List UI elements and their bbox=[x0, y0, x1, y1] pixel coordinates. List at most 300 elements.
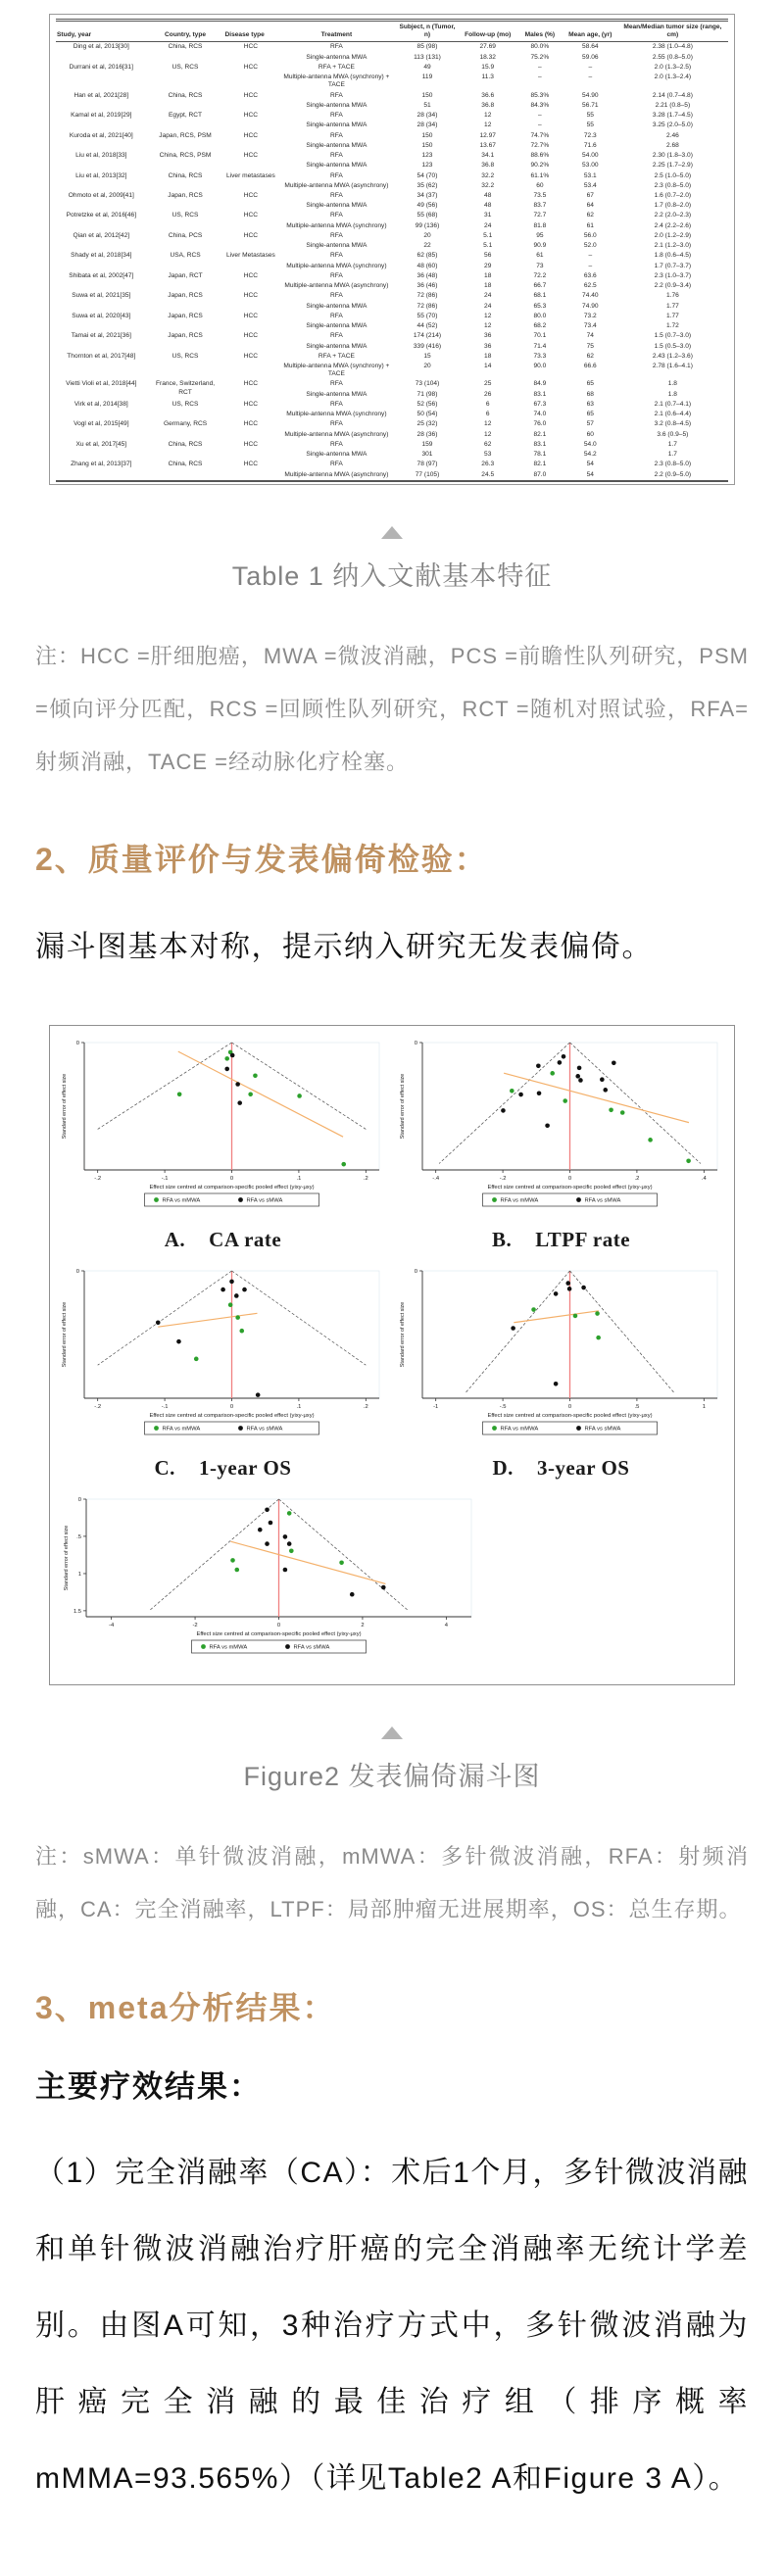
table-cell: Tamai et al, 2021[36] bbox=[71, 332, 131, 340]
table-cell: 56 bbox=[484, 252, 492, 260]
data-point bbox=[289, 1549, 294, 1554]
funnel-plot-svg bbox=[396, 1034, 727, 1226]
x-tick-label: .5 bbox=[633, 1404, 639, 1411]
funnel-plot-svg bbox=[396, 1262, 727, 1454]
data-point bbox=[518, 1093, 523, 1097]
table-cell: 2.3 (0.8–5.0) bbox=[654, 461, 692, 468]
legend-marker-smwa bbox=[238, 1198, 243, 1203]
table-cell: 2.43 (1.2–3.6) bbox=[652, 352, 693, 360]
data-point bbox=[265, 1508, 270, 1513]
table-cell: RFA bbox=[329, 271, 343, 279]
table-cell: Ding et al, 2013[30] bbox=[73, 43, 129, 51]
table-cell: 95 bbox=[536, 231, 544, 239]
table-cell: Single-antenna MWA bbox=[306, 53, 368, 61]
table-cell: RFA bbox=[329, 131, 343, 139]
table-cell: 2.14 (0.7–4.8) bbox=[652, 91, 693, 99]
data-point bbox=[287, 1512, 292, 1517]
x-tick-label: .2 bbox=[363, 1404, 368, 1411]
data-point bbox=[176, 1093, 181, 1097]
table-cell: 2.1 (0.6–4.4) bbox=[654, 411, 692, 418]
table-cell: Liver Metastases bbox=[226, 252, 275, 260]
data-point bbox=[237, 1101, 242, 1106]
x-tick-label: -.5 bbox=[499, 1404, 506, 1411]
collapse-triangle-icon bbox=[381, 1726, 403, 1739]
data-point bbox=[561, 1054, 565, 1059]
col-header-treatment: Treatment bbox=[277, 21, 395, 42]
table-cell: Multiple-antenna MWA (synchrony) bbox=[286, 221, 387, 229]
data-point bbox=[229, 1053, 234, 1058]
table-cell: 73.5 bbox=[533, 191, 547, 199]
table-cell: 83.1 bbox=[533, 390, 547, 398]
table-cell: Suwa et al, 2021[35] bbox=[72, 292, 131, 300]
funnel-plot-svg bbox=[58, 1034, 389, 1226]
table-cell: US, RCS bbox=[172, 212, 199, 219]
y-axis-title: Standard error of effect size bbox=[61, 1074, 68, 1140]
table-cell: China, PCS bbox=[168, 231, 203, 239]
table-cell: 80.0% bbox=[530, 43, 550, 51]
table-cell: 99 (136) bbox=[415, 221, 440, 229]
x-axis-title: Effect size centred at comparison-specific pooled effect (yixy-μxy) bbox=[486, 1185, 653, 1191]
legend-marker-smwa bbox=[576, 1198, 581, 1203]
data-point bbox=[536, 1092, 541, 1096]
table-cell: 12.97 bbox=[479, 131, 496, 139]
table-cell: 2.3 (1.0–3.7) bbox=[654, 271, 692, 279]
table-cell: US, RCS bbox=[172, 400, 199, 408]
figure2-note: 注：sMWA：单针微波消融，mMWA：多针微波消融，RFA：射频消融，CA：完全消融率，LTPF：局部肿瘤无进展期率，OS：总生存期。 bbox=[35, 1844, 749, 1922]
table-cell: 26.3 bbox=[481, 461, 495, 468]
table-cell: 71.6 bbox=[583, 141, 597, 149]
data-point bbox=[176, 1339, 181, 1344]
table-cell: 113 (131) bbox=[414, 53, 441, 61]
table-cell: 62 bbox=[484, 440, 492, 448]
table-cell: 59.06 bbox=[582, 53, 599, 61]
y-tick-label: 0 bbox=[414, 1041, 417, 1047]
col-header-study: Study, year bbox=[56, 21, 147, 42]
legend-marker-mmwa bbox=[154, 1198, 159, 1203]
table-cell: Japan, RCS bbox=[168, 332, 203, 340]
col-header-tumorsize: Mean/Median tumor size (range, cm) bbox=[617, 21, 728, 42]
table-row bbox=[56, 63, 728, 73]
table-cell: Kuroda et al, 2021[40] bbox=[69, 131, 133, 139]
table-cell: 12 bbox=[484, 112, 492, 120]
table-cell: 1.7 (0.7–3.7) bbox=[654, 262, 692, 269]
table-cell: 1.5 (0.5–3.0) bbox=[654, 342, 692, 350]
table-cell: 54.90 bbox=[582, 91, 599, 99]
table-cell: HCC bbox=[243, 352, 259, 360]
table-cell: Single-antenna MWA bbox=[306, 162, 368, 170]
data-point bbox=[565, 1282, 570, 1287]
data-point bbox=[230, 1559, 235, 1564]
table-cell: 150 bbox=[421, 141, 433, 149]
data-point bbox=[596, 1336, 601, 1340]
table-cell: 174 (214) bbox=[413, 332, 442, 340]
table-row bbox=[56, 331, 728, 341]
x-tick-label: .1 bbox=[295, 1176, 301, 1183]
table-cell: HCC bbox=[243, 420, 259, 428]
table-cell: 80.0 bbox=[533, 312, 547, 319]
data-point bbox=[220, 1288, 225, 1292]
table-cell: 52.0 bbox=[583, 242, 597, 250]
table-cell: China, RCS bbox=[168, 461, 203, 468]
data-point bbox=[553, 1292, 558, 1297]
table-cell: 2.2 (2.0–2.3) bbox=[654, 212, 692, 219]
table-cell: 55 (70) bbox=[416, 312, 438, 319]
legend-marker-smwa bbox=[285, 1645, 290, 1650]
table-cell: 24 bbox=[484, 292, 492, 300]
table-row bbox=[56, 211, 728, 220]
table-cell: 25 (32) bbox=[416, 420, 438, 428]
plot-letter: B. bbox=[491, 1228, 513, 1252]
data-point bbox=[603, 1089, 608, 1094]
table-cell: Multiple-antenna MWA (asynchrony) bbox=[284, 282, 389, 290]
table-cell: 48 bbox=[484, 191, 492, 199]
col-header-disease: Disease type bbox=[223, 21, 277, 42]
table-cell: 24 bbox=[484, 221, 492, 229]
table-cell: China, RCS, PSM bbox=[159, 152, 212, 160]
data-point bbox=[283, 1535, 288, 1540]
table-cell: Japan, RCS bbox=[168, 292, 203, 300]
plot-cell-a bbox=[54, 1034, 392, 1260]
data-point bbox=[227, 1303, 232, 1308]
table-cell: 32.2 bbox=[481, 171, 495, 179]
legend-label-mmwa: RFA vs mMWA bbox=[500, 1197, 538, 1204]
table-cell: HCC bbox=[243, 380, 259, 388]
x-tick-label: -.4 bbox=[431, 1176, 439, 1183]
table-cell: 301 bbox=[421, 451, 433, 459]
x-tick-label: 4 bbox=[444, 1623, 448, 1629]
figure2-container bbox=[49, 1025, 735, 1685]
table-cell: HCC bbox=[243, 152, 259, 160]
table-cell: 12 bbox=[484, 322, 492, 330]
data-point bbox=[576, 1066, 581, 1071]
table-cell: RFA bbox=[329, 191, 343, 199]
table-cell: 82.1 bbox=[533, 461, 547, 468]
x-tick-label: .1 bbox=[295, 1404, 301, 1411]
plot-cell-b bbox=[392, 1034, 730, 1260]
data-point bbox=[229, 1280, 234, 1285]
table-cell: 6 bbox=[485, 400, 490, 408]
table-cell: 72.2 bbox=[533, 271, 547, 279]
table-cell: France, Switzerland, RCT bbox=[155, 380, 216, 396]
table-cell: US, RCS bbox=[172, 63, 199, 71]
table-cell: Germany, RCS bbox=[163, 420, 208, 428]
table-cell: 54 bbox=[586, 461, 594, 468]
table-cell: China, RCS bbox=[168, 91, 203, 99]
x-tick-label: -.2 bbox=[499, 1176, 506, 1183]
plot-cell-e bbox=[54, 1490, 730, 1673]
plot-label-d bbox=[493, 1456, 630, 1481]
table-cell: 26 bbox=[484, 390, 492, 398]
legend-label-mmwa: RFA vs mMWA bbox=[209, 1644, 248, 1651]
table-cell: 1.72 bbox=[665, 322, 679, 330]
data-point bbox=[648, 1138, 653, 1142]
x-axis-title: Effect size centred at comparison-specific pooled effect (yixy-μxy) bbox=[148, 1185, 315, 1191]
table-cell: 73 bbox=[536, 262, 544, 269]
table-cell: 2.1 (1.2–3.0) bbox=[654, 242, 692, 250]
table-cell: 90.0 bbox=[533, 362, 547, 369]
table-cell: Qian et al, 2012[42] bbox=[73, 231, 130, 239]
collapse-triangle-icon bbox=[381, 526, 403, 539]
table-cell: 2.2 (0.9–5.0) bbox=[654, 470, 692, 478]
table-cell: Single-antenna MWA bbox=[306, 101, 368, 109]
table-cell: 13.67 bbox=[479, 141, 496, 149]
legend-marker-mmwa bbox=[154, 1427, 159, 1432]
table-cell: Single-antenna MWA bbox=[306, 342, 368, 350]
legend-marker-smwa bbox=[576, 1427, 581, 1432]
table-cell: 15 bbox=[423, 352, 431, 360]
table-cell: 123 bbox=[421, 152, 433, 160]
table-cell: 70.1 bbox=[533, 332, 547, 340]
data-point bbox=[578, 1079, 583, 1084]
table-cell: 2.0 (1.2–2.9) bbox=[654, 231, 692, 239]
table-row bbox=[56, 111, 728, 121]
plot-label-c bbox=[155, 1456, 292, 1481]
table-cell: 84.9 bbox=[533, 380, 547, 388]
table-cell: 58.64 bbox=[582, 43, 599, 51]
legend-label-smwa: RFA vs sMWA bbox=[584, 1426, 620, 1433]
table-cell: HCC bbox=[243, 231, 259, 239]
table-cell: RFA bbox=[329, 231, 343, 239]
data-point bbox=[581, 1286, 586, 1290]
x-tick-label: .4 bbox=[701, 1176, 707, 1183]
section3-subheading: 主要疗效结果： bbox=[35, 2069, 262, 2105]
table-cell: 28 (36) bbox=[416, 430, 438, 438]
y-axis-title: Standard error of effect size bbox=[399, 1302, 406, 1368]
table-cell: Thornton et al, 2017[48] bbox=[67, 352, 136, 360]
data-point bbox=[155, 1321, 160, 1326]
table-cell: China, RCS bbox=[168, 43, 203, 51]
y-tick-label: 0 bbox=[75, 1269, 79, 1276]
data-point bbox=[381, 1585, 386, 1590]
x-tick-label: 0 bbox=[229, 1404, 233, 1411]
col-header-males: Males (%) bbox=[516, 21, 564, 42]
table-cell: Shibata et al, 2002[47] bbox=[69, 271, 134, 279]
col-header-country: Country, type bbox=[147, 21, 224, 42]
plot-label-a bbox=[165, 1228, 281, 1252]
y-tick-label: 0 bbox=[75, 1041, 79, 1047]
table-cell: HCC bbox=[243, 112, 259, 120]
table-cell: Single-antenna MWA bbox=[306, 242, 368, 250]
table-cell: RFA bbox=[329, 252, 343, 260]
table-cell: 5.1 bbox=[483, 231, 493, 239]
section2-heading: 2、质量评价与发表偏倚检验： bbox=[35, 842, 488, 878]
table-cell: 62 (85) bbox=[416, 252, 438, 260]
table-cell: 48 bbox=[484, 202, 492, 210]
table-cell: 82.1 bbox=[533, 430, 547, 438]
table-cell: 72.7 bbox=[533, 212, 547, 219]
table-cell: 53.4 bbox=[583, 181, 597, 189]
table-cell: – bbox=[588, 252, 593, 260]
x-tick-label: .2 bbox=[633, 1176, 639, 1183]
table-cell: HCC bbox=[243, 332, 259, 340]
table-cell: 65 bbox=[586, 411, 594, 418]
table-cell: 90.9 bbox=[533, 242, 547, 250]
table-cell: RFA bbox=[329, 91, 343, 99]
table-cell: 62.5 bbox=[583, 282, 597, 290]
table-row bbox=[56, 312, 728, 321]
table-cell: RFA + TACE bbox=[318, 63, 355, 71]
y-tick-label: 0 bbox=[77, 1497, 81, 1504]
table-cell: Japan, RCS, PSM bbox=[159, 131, 212, 139]
table-cell: Vietti Violi et al, 2018[44] bbox=[66, 380, 137, 388]
table-cell: 2.0 (1.3–2.4) bbox=[654, 73, 692, 81]
table-cell: 60 bbox=[536, 181, 544, 189]
legend-label-smwa: RFA vs sMWA bbox=[246, 1426, 282, 1433]
table-cell: Single-antenna MWA bbox=[306, 390, 368, 398]
table-cell: Single-antenna MWA bbox=[306, 141, 368, 149]
data-point bbox=[297, 1094, 302, 1099]
table-cell: 56.0 bbox=[583, 231, 597, 239]
plot-outcome: LTPF rate bbox=[535, 1228, 631, 1252]
table-cell: 12 bbox=[484, 312, 492, 319]
table-cell: 2.21 (0.8–5) bbox=[655, 101, 691, 109]
legend-marker-mmwa bbox=[492, 1427, 497, 1432]
x-tick-label: -.1 bbox=[161, 1404, 168, 1411]
table-cell: 36 (48) bbox=[416, 271, 438, 279]
table-cell: China, RCS bbox=[168, 171, 203, 179]
table-row bbox=[56, 171, 728, 181]
col-header-followup: Follow-up (mo) bbox=[460, 21, 516, 42]
table-cell: Multiple-antenna MWA (synchrony) + TACE bbox=[283, 362, 390, 378]
table-cell: HCC bbox=[243, 191, 259, 199]
table-cell: 29 bbox=[484, 262, 492, 269]
table-body bbox=[56, 42, 728, 481]
y-axis-title: Standard error of effect size bbox=[64, 1526, 70, 1591]
table-cell: RFA bbox=[329, 380, 343, 388]
table-cell: 1.5 (0.7–3.0) bbox=[654, 332, 692, 340]
figure2-caption-block bbox=[35, 1726, 749, 1793]
table-cell: 36.8 bbox=[481, 101, 495, 109]
table-cell: 12 bbox=[484, 430, 492, 438]
table-row bbox=[56, 400, 728, 410]
data-point bbox=[242, 1288, 247, 1292]
table-cell: 73.3 bbox=[533, 352, 547, 360]
x-tick-label: -2 bbox=[192, 1623, 198, 1629]
table-cell: HCC bbox=[243, 312, 259, 319]
table-cell: Vogl et al, 2015[49] bbox=[74, 420, 129, 428]
table-cell: 44 (52) bbox=[416, 322, 438, 330]
legend-label-smwa: RFA vs sMWA bbox=[246, 1197, 282, 1204]
y-tick-label: 1 bbox=[77, 1572, 81, 1579]
x-tick-label: -.2 bbox=[93, 1404, 101, 1411]
table-cell: 55 (68) bbox=[416, 212, 438, 219]
table-cell: Single-antenna MWA bbox=[306, 202, 368, 210]
table-cell: 24.5 bbox=[481, 470, 495, 478]
table-cell: 55 bbox=[586, 112, 594, 120]
table-cell: 83.1 bbox=[533, 440, 547, 448]
table-cell: 35 (62) bbox=[416, 181, 438, 189]
table-row bbox=[56, 151, 728, 161]
data-point bbox=[224, 1057, 229, 1062]
studies-table bbox=[56, 19, 728, 482]
table-cell: 1.77 bbox=[665, 302, 679, 310]
table-cell: 15.9 bbox=[481, 63, 495, 71]
table-cell: 2.3 (0.8–5.0) bbox=[654, 181, 692, 189]
table-cell: 61 bbox=[586, 221, 594, 229]
table-cell: USA, RCS bbox=[170, 252, 201, 260]
table-cell: 123 bbox=[421, 162, 433, 170]
data-point bbox=[511, 1327, 515, 1332]
data-point bbox=[619, 1111, 624, 1116]
table-row bbox=[56, 419, 728, 429]
table-cell: 71.4 bbox=[533, 342, 547, 350]
table-cell: – bbox=[538, 63, 542, 71]
table-cell: 71 (98) bbox=[416, 390, 438, 398]
plot-cell-d bbox=[392, 1262, 730, 1488]
table-cell: – bbox=[538, 122, 542, 129]
data-point bbox=[545, 1124, 550, 1129]
table-cell: 24 bbox=[484, 302, 492, 310]
funnel-plots-grid bbox=[54, 1034, 730, 1673]
y-tick-label: .5 bbox=[76, 1534, 81, 1541]
table-cell: RFA bbox=[329, 43, 343, 51]
table-row bbox=[56, 460, 728, 469]
table-cell: RFA bbox=[329, 171, 343, 179]
table-cell: 1.8 bbox=[667, 390, 677, 398]
table-cell: 2.68 bbox=[665, 141, 679, 149]
table-cell: 62 bbox=[586, 212, 594, 219]
table-cell: 1.7 bbox=[667, 451, 677, 459]
table-cell: RFA bbox=[329, 420, 343, 428]
table-cell: 159 bbox=[421, 440, 433, 448]
table-cell: 48 (60) bbox=[416, 262, 438, 269]
table-cell: 74.90 bbox=[582, 302, 599, 310]
table-cell: Single-antenna MWA bbox=[306, 322, 368, 330]
data-point bbox=[339, 1561, 344, 1566]
legend-marker-mmwa bbox=[201, 1645, 206, 1650]
table-cell: 52 (56) bbox=[416, 400, 438, 408]
data-point bbox=[510, 1089, 514, 1094]
table-row bbox=[56, 271, 728, 281]
table-cell: 119 bbox=[421, 73, 433, 81]
table-cell: 12 bbox=[484, 122, 492, 129]
data-point bbox=[287, 1542, 292, 1547]
legend-label-mmwa: RFA vs mMWA bbox=[162, 1197, 200, 1204]
table-cell: Multiple-antenna MWA (synchrony) bbox=[286, 262, 387, 269]
table-cell: 20 bbox=[423, 362, 431, 369]
table-cell: 3.6 (0.9–5) bbox=[657, 430, 689, 438]
table-cell: 32.2 bbox=[481, 181, 495, 189]
table-cell: Suwa et al, 2020[43] bbox=[72, 312, 131, 319]
funnel-plot-svg bbox=[60, 1490, 481, 1673]
table-cell: 18.32 bbox=[479, 53, 496, 61]
table-cell: Multiple-antenna MWA (asynchrony) bbox=[284, 430, 389, 438]
x-axis-title: Effect size centred at comparison-specific pooled effect (yixy-μxy) bbox=[486, 1413, 653, 1420]
table-cell: 88.6% bbox=[530, 152, 550, 160]
table-cell: – bbox=[588, 73, 593, 81]
data-point bbox=[248, 1093, 253, 1097]
table-cell: HCC bbox=[243, 271, 259, 279]
table-cell: 12 bbox=[484, 420, 492, 428]
table-cell: 3.28 (1.7–4.5) bbox=[652, 112, 693, 120]
y-axis-title: Standard error of effect size bbox=[399, 1074, 406, 1140]
table-cell: 1.77 bbox=[665, 312, 679, 319]
table-cell: 31 bbox=[484, 212, 492, 219]
table-cell: Potretzke et al, 2016[46] bbox=[66, 212, 137, 219]
table-cell: 74.40 bbox=[582, 292, 599, 300]
table-cell: 36 bbox=[484, 342, 492, 350]
table-cell: 75.2% bbox=[530, 53, 550, 61]
table1-caption: Table 1 纳入文献基本特征 bbox=[231, 560, 553, 591]
table-cell: 18 bbox=[484, 352, 492, 360]
data-point bbox=[234, 1568, 239, 1573]
table-cell: 2.46 bbox=[665, 131, 679, 139]
table-cell: Japan, RCS bbox=[168, 191, 203, 199]
table-cell: 1.7 (0.8–2.0) bbox=[654, 202, 692, 210]
col-header-age: Mean age, (yr) bbox=[564, 21, 617, 42]
table-cell: Single-antenna MWA bbox=[306, 302, 368, 310]
table-cell: 18 bbox=[484, 282, 492, 290]
